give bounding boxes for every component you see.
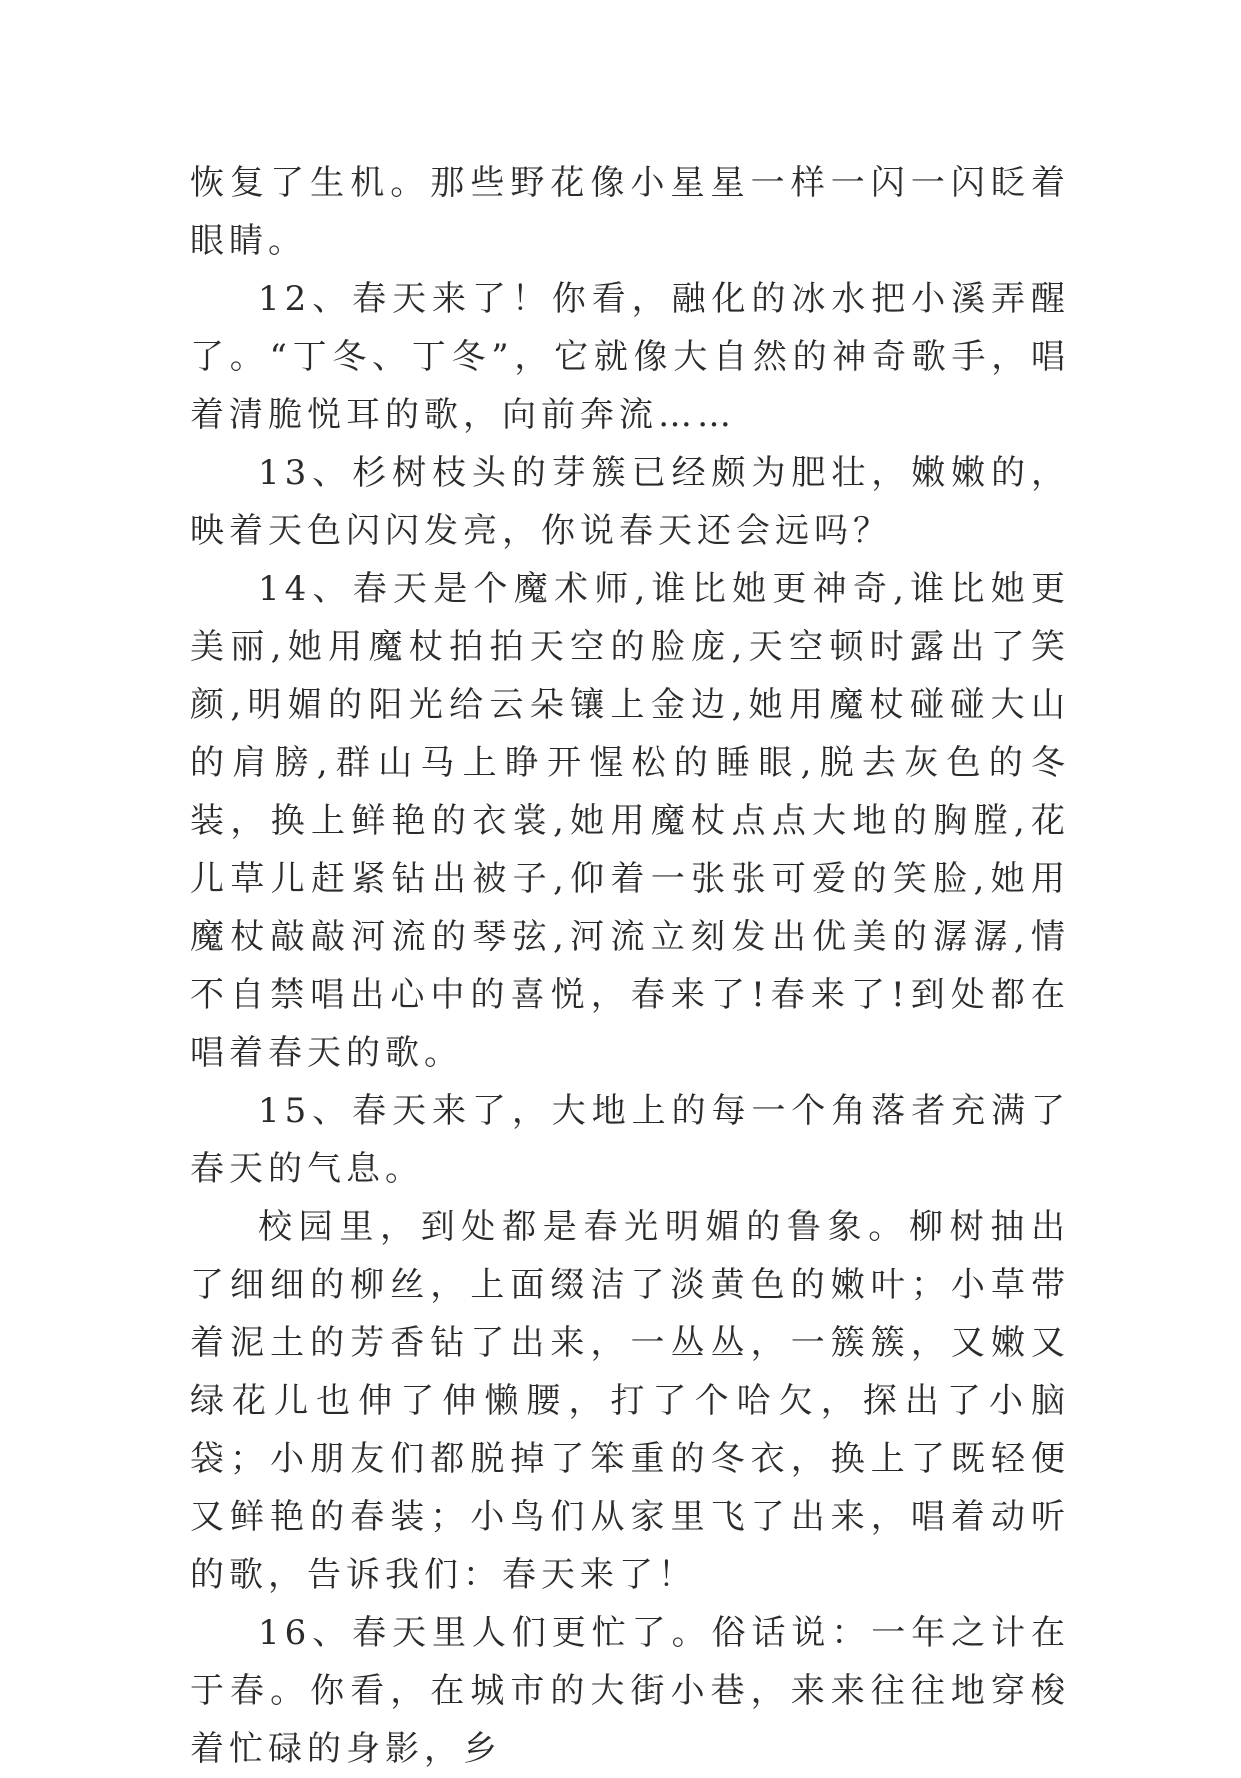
paragraph-15: 15、春天来了，大地上的每一个角落者充满了春天的气息。 bbox=[190, 1091, 1070, 1189]
paragraph-13: 13、杉树枝头的芽簇已经颇为肥壮，嫩嫩的，映着天色闪闪发亮，你说春天还会远吗？ bbox=[190, 453, 1070, 551]
paragraph-campus: 校园里，到处都是春光明媚的鲁象。柳树抽出了细细的柳丝，上面缀洁了淡黄色的嫩叶；小草带着泥土的芳香钻了出来，一丛丛，一簇簇，又嫩又绿花儿也伸了伸懒腰，打了个哈欠，探出了小脑袋；小朋友们都脱掉了笨重的冬衣，换上了既轻便又鲜艳的春装；小鸟们从家里飞了出来，唱着动听的歌，告诉我们：春天来了！ bbox=[190, 1207, 1070, 1595]
paragraph-14: 14、春天是个魔术师,谁比她更神奇,谁比她更美丽,她用魔杖拍拍天空的脸庞,天空顿时露出了笑颜,明媚的阳光给云朵镶上金边,她用魔杖碰碰大山的肩膀,群山马上睁开惺松的睡眼,脱去灰色的冬装，换上鲜艳的衣裳,她用魔杖点点大地的胸膛,花儿草儿赶紧钻出被子,仰着一张张可爱的笑脸,她用魔杖敲敲河流的琴弦,河流立刻发出优美的潺潺,情不自禁唱出心中的喜悦，春来了!春来了!到处都在唱着春天的歌。 bbox=[190, 569, 1070, 1073]
document-body bbox=[190, 154, 1070, 1778]
paragraph-12: 12、春天来了！你看，融化的冰水把小溪弄醒了。“丁冬、丁冬”，它就像大自然的神奇歌手，唱着清脆悦耳的歌，向前奔流…… bbox=[190, 279, 1070, 435]
paragraph-16: 16、春天里人们更忙了。俗话说：一年之计在于春。你看，在城市的大街小巷，来来往往地穿梭着忙碌的身影，乡 bbox=[190, 1613, 1070, 1769]
paragraph-continuation: 恢复了生机。那些野花像小星星一样一闪一闪眨着眼睛。 bbox=[190, 163, 1070, 261]
